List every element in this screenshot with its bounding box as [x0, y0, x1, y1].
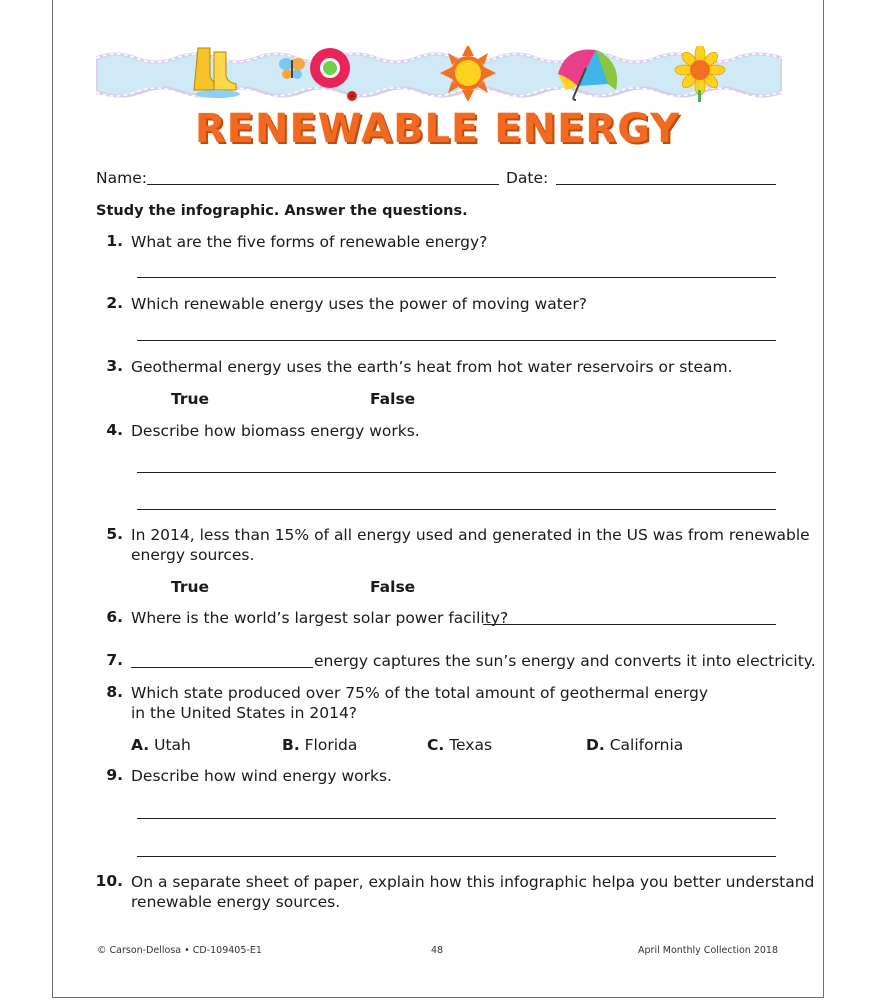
instructions: Study the infographic. Answer the questions.: [96, 203, 468, 219]
question-text-line1: Which state produced over 75% of the total amount of geothermal energy: [131, 684, 709, 702]
choice-a[interactable]: A. Utah: [131, 736, 191, 754]
answer-line[interactable]: [137, 340, 776, 341]
answer-line[interactable]: [137, 509, 776, 510]
answer-line[interactable]: [137, 472, 776, 473]
answer-line[interactable]: [137, 277, 776, 278]
question-text: Which renewable energy uses the power of moving water?: [131, 295, 587, 313]
choice-c[interactable]: C. Texas: [427, 736, 493, 754]
question-text-line2: renewable energy sources.: [131, 893, 341, 911]
date-label: Date:: [506, 169, 549, 187]
question-text: Describe how biomass energy works.: [131, 422, 420, 440]
question-text-line2: in the United States in 2014?: [131, 704, 358, 722]
false-option[interactable]: False: [370, 578, 416, 596]
true-option[interactable]: True: [171, 578, 210, 596]
question-number: 3.: [106, 357, 123, 375]
answer-line[interactable]: [137, 818, 776, 819]
question-number: 9.: [106, 766, 123, 784]
question-text-line1: In 2014, less than 15% of all energy used and generated in the US was from renewable: [131, 526, 810, 544]
question-number: 2.: [106, 294, 123, 312]
question-number: 4.: [106, 421, 123, 439]
footer-copyright: © Carson-Dellosa • CD-109405-E1: [97, 945, 262, 956]
false-option[interactable]: False: [370, 390, 416, 408]
header-banner: [96, 46, 782, 102]
question-text-line1: On a separate sheet of paper, explain how this infographic helpa you better understand: [131, 873, 815, 891]
ladybug-icon: [347, 91, 357, 101]
question-text: What are the five forms of renewable energy?: [131, 233, 488, 251]
date-field[interactable]: [556, 184, 776, 185]
name-label: Name:: [96, 169, 147, 187]
answer-line[interactable]: [137, 856, 776, 857]
question-text: Geothermal energy uses the earth’s heat from hot water reservoirs or steam.: [131, 358, 733, 376]
question-number: 5.: [106, 525, 123, 543]
answer-line[interactable]: [483, 624, 776, 625]
question-text-line2: energy sources.: [131, 546, 255, 564]
question-text: Where is the world’s largest solar power facility?: [131, 609, 509, 627]
question-text: energy captures the sun’s energy and converts it into electricity.: [314, 652, 816, 670]
question-number: 6.: [106, 608, 123, 626]
question-number: 7.: [106, 651, 123, 669]
name-field[interactable]: [147, 184, 499, 185]
question-text: Describe how wind energy works.: [131, 767, 392, 785]
question-number: 8.: [106, 683, 123, 701]
true-option[interactable]: True: [171, 390, 210, 408]
flower-icon: [310, 48, 350, 88]
page-number: 48: [431, 945, 444, 956]
question-number: 1.: [106, 232, 123, 250]
choice-b[interactable]: B. Florida: [282, 736, 358, 754]
choice-d[interactable]: D. California: [586, 736, 684, 754]
butterfly-icon: [279, 58, 305, 79]
page-title: RENEWABLE ENERGY: [194, 106, 681, 152]
answer-blank[interactable]: [131, 667, 313, 668]
footer-collection: April Monthly Collection 2018: [638, 945, 778, 956]
question-number: 10.: [95, 872, 123, 890]
